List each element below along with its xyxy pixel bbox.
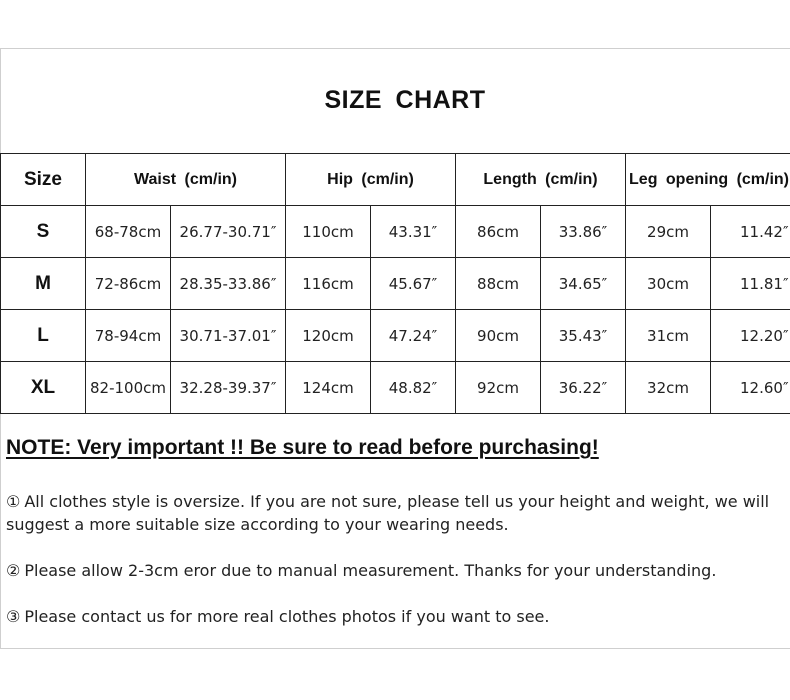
header-size: Size (1, 154, 86, 206)
leg-cm-cell: 29cm (626, 206, 711, 258)
note-item (6, 559, 781, 582)
length-cm-cell: 86cm (456, 206, 541, 258)
waist-in-cell: 30.71-37.01″ (171, 310, 286, 362)
header-waist: Waist (cm/in) (86, 154, 286, 206)
leg-in-cell: 12.20″ (711, 310, 790, 362)
chart-title: SIZE CHART (324, 86, 486, 114)
waist-in-cell: 32.28-39.37″ (171, 362, 286, 414)
table-row (1, 310, 790, 362)
header-length: Length (cm/in) (456, 154, 626, 206)
note-item (6, 605, 781, 628)
hip-cm-cell: 110cm (286, 206, 371, 258)
length-cm-cell: 92cm (456, 362, 541, 414)
leg-cm-cell: 31cm (626, 310, 711, 362)
size-table (0, 153, 790, 414)
hip-cm-cell: 124cm (286, 362, 371, 414)
note-title: NOTE: Very important !! Be sure to read before purchasing! (6, 436, 599, 459)
leg-cm-cell: 30cm (626, 258, 711, 310)
length-in-cell: 36.22″ (541, 362, 626, 414)
size-cell: M (1, 258, 86, 310)
hip-in-cell: 45.67″ (371, 258, 456, 310)
leg-in-cell: 11.81″ (711, 258, 790, 310)
table-row (1, 362, 790, 414)
note-item-text: All clothes style is oversize. If you are not sure, please tell us your height and weight, we will suggest a more suitable size according to your wearing needs. (6, 492, 770, 534)
length-in-cell: 33.86″ (541, 206, 626, 258)
size-cell: L (1, 310, 86, 362)
note-item-text: Please allow 2-3cm eror due to manual measurement. Thanks for your understanding. (24, 561, 717, 580)
header-hip: Hip (cm/in) (286, 154, 456, 206)
length-in-cell: 35.43″ (541, 310, 626, 362)
hip-in-cell: 48.82″ (371, 362, 456, 414)
circled-one-marker: ① (6, 492, 21, 511)
length-cm-cell: 90cm (456, 310, 541, 362)
leg-in-cell: 11.42″ (711, 206, 790, 258)
waist-cm-cell: 72-86cm (86, 258, 171, 310)
note-item-text: Please contact us for more real clothes photos if you want to see. (24, 607, 550, 626)
header-leg-opening: Leg opening (cm/in) (626, 154, 790, 206)
waist-cm-cell: 68-78cm (86, 206, 171, 258)
header-row (1, 154, 790, 206)
hip-in-cell: 47.24″ (371, 310, 456, 362)
table-row (1, 258, 790, 310)
leg-in-cell: 12.60″ (711, 362, 790, 414)
leg-cm-cell: 32cm (626, 362, 711, 414)
circled-two-marker: ② (6, 561, 21, 580)
waist-cm-cell: 82-100cm (86, 362, 171, 414)
length-cm-cell: 88cm (456, 258, 541, 310)
note-item (6, 490, 781, 536)
waist-in-cell: 26.77-30.71″ (171, 206, 286, 258)
circled-three-marker: ③ (6, 607, 21, 626)
waist-in-cell: 28.35-33.86″ (171, 258, 286, 310)
table-row (1, 206, 790, 258)
hip-cm-cell: 116cm (286, 258, 371, 310)
size-cell: XL (1, 362, 86, 414)
hip-cm-cell: 120cm (286, 310, 371, 362)
size-cell: S (1, 206, 86, 258)
length-in-cell: 34.65″ (541, 258, 626, 310)
waist-cm-cell: 78-94cm (86, 310, 171, 362)
hip-in-cell: 43.31″ (371, 206, 456, 258)
